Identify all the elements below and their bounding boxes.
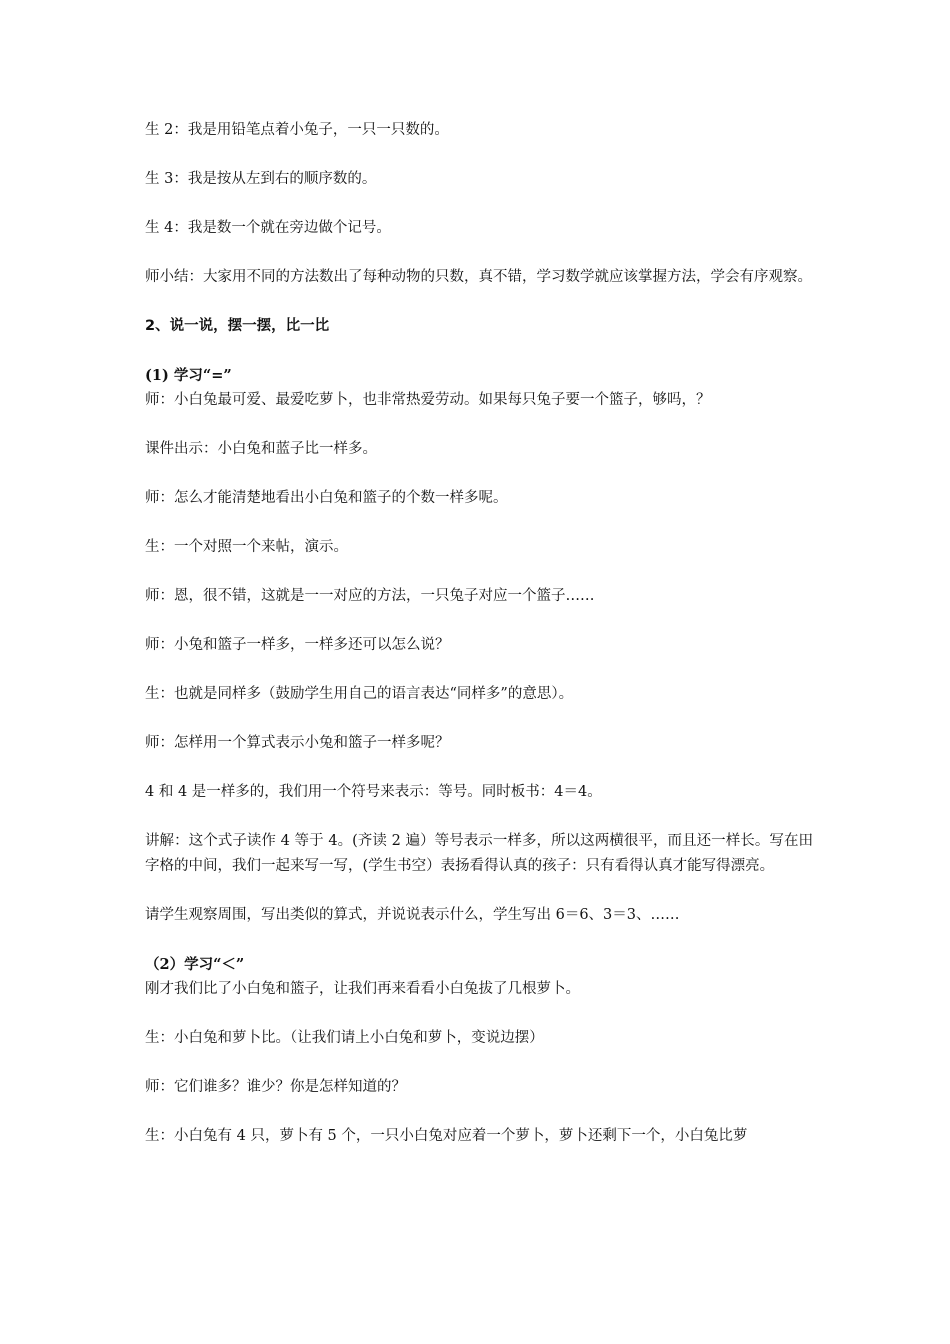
- paragraph: 师：小兔和篮子一样多，一样多还可以怎么说？: [145, 637, 450, 653]
- paragraph: 师：怎样用一个算式表示小兔和篮子一样多呢？: [145, 735, 450, 751]
- section-heading-2: 2、说一说，摆一摆，比一比: [145, 318, 330, 334]
- subsection-heading-equals: (1) 学习“=”: [145, 367, 232, 384]
- document-page: [145, 118, 813, 1149]
- paragraph-student-2: 生 2：我是用铅笔点着小兔子，一只一只数的。: [145, 122, 449, 138]
- paragraph-teacher-summary: 师小结：大家用不同的方法数出了每种动物的只数，真不错，学习数学就应该掌握方法，学会有序观察。: [145, 269, 812, 285]
- paragraph-student-3: 生 3：我是按从左到右的顺序数的。: [145, 171, 377, 187]
- paragraph: 课件出示：小白兔和蓝子比一样多。: [145, 441, 377, 457]
- paragraph: 生：小白兔有 4 只，萝卜有 5 个，一只小白兔对应着一个萝卜，萝卜还剩下一个，小白兔比萝: [145, 1128, 748, 1144]
- paragraph: 刚才我们比了小白兔和篮子，让我们再来看看小白兔拔了几根萝卜。: [145, 981, 580, 997]
- subsection-heading-less-than: （2）学习“＜”: [145, 956, 245, 973]
- paragraph: 师：小白兔最可爱、最爱吃萝卜，也非常热爱劳动。如果每只兔子要一个篮子，够吗，？: [145, 392, 711, 408]
- paragraph: 师：怎么才能清楚地看出小白兔和篮子的个数一样多呢。: [145, 490, 508, 506]
- paragraph: 生：小白兔和萝卜比。（让我们请上小白兔和萝卜，变说边摆）: [145, 1030, 544, 1046]
- paragraph: 师：恩，很不错，这就是一一对应的方法，一只兔子对应一个篮子……: [145, 588, 595, 604]
- paragraph: 生：也就是同样多（鼓励学生用自己的语言表达“同样多”的意思）。: [145, 686, 574, 702]
- paragraph: 讲解：这个式子读作 4 等于 4。(齐读 2 遍）等号表示一样多，所以这两横很平，而且还一样长。写在田字格的中间，我们一起来写一写，(学生书空）表扬看得认真的孩子：只有看得认真才能写得漂亮。: [145, 833, 813, 874]
- paragraph: 生：一个对照一个来帖，演示。: [145, 539, 348, 555]
- paragraph-student-4: 生 4：我是数一个就在旁边做个记号。: [145, 220, 391, 236]
- paragraph: 4 和 4 是一样多的，我们用一个符号来表示：等号。同时板书：4＝4。: [145, 784, 602, 800]
- paragraph: 请学生观察周围，写出类似的算式，并说说表示什么，学生写出 6＝6、3＝3、……: [145, 907, 680, 923]
- paragraph: 师：它们谁多？谁少？你是怎样知道的？: [145, 1079, 406, 1095]
